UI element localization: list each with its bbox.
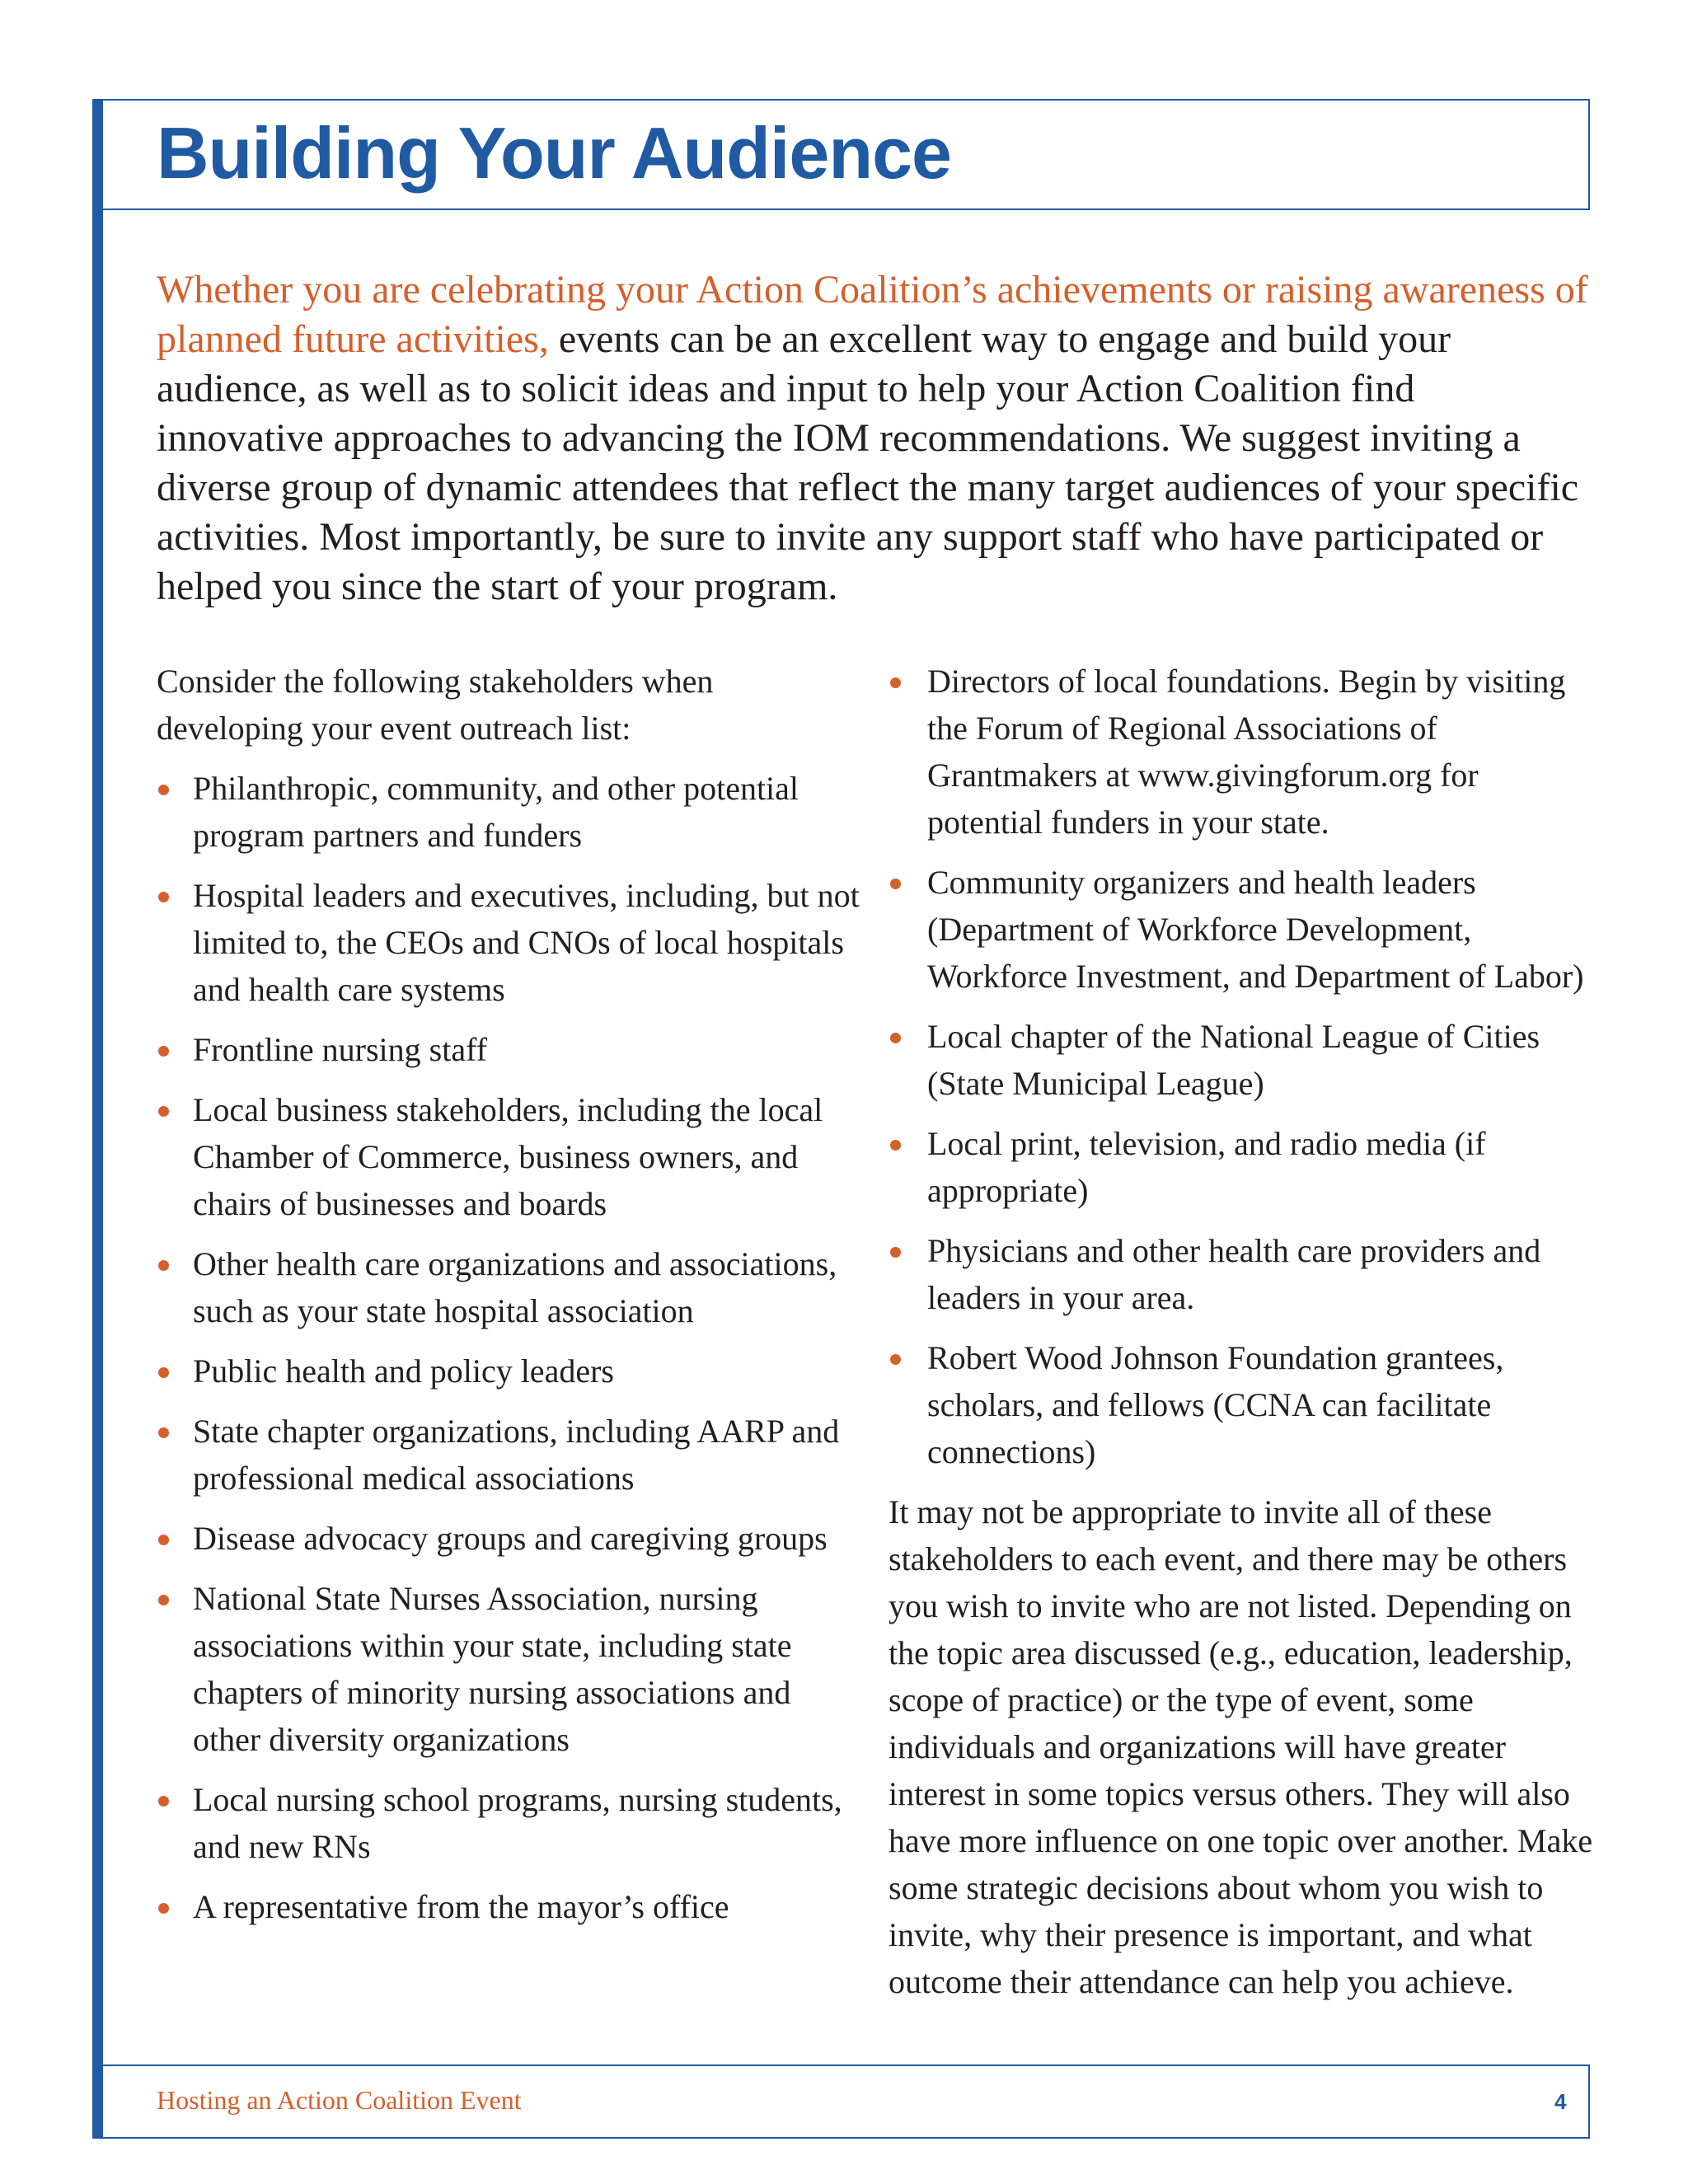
list-item-text: State chapter organizations, including AARP and professional medical associations: [193, 1413, 840, 1497]
bullet-dot-icon: [158, 1260, 169, 1271]
list-item: [889, 1227, 1599, 1321]
bullet-dot-icon: [158, 1796, 169, 1807]
list-item: [157, 1347, 865, 1394]
bullet-dot-icon: [158, 892, 169, 902]
list-item: [157, 1515, 865, 1562]
footer-page-number: 4: [1554, 2089, 1567, 2114]
list-item-text: Local chapter of the National League of Cities (State Municipal League): [927, 1018, 1540, 1102]
list-item-text: Disease advocacy groups and caregiving groups: [193, 1520, 828, 1557]
list-item: [157, 1240, 865, 1334]
list-item-text: Directors of local foundations. Begin by visiting the Forum of Regional Associations of Grantmakers at www.givingforum.org for potential funders in your state.: [927, 663, 1566, 841]
bullet-dot-icon: [890, 1033, 901, 1043]
list-item-text: Robert Wood Johnson Foundation grantees, scholars, and fellows (CCNA can facilitate connections): [927, 1339, 1504, 1470]
intro-highlight: Whether you are celebrating your Action Coalition’s achievements or raising awareness of planned future activities,: [157, 268, 1588, 361]
bullet-dot-icon: [158, 1595, 169, 1605]
list-item-text: Local business stakeholders, including the local Chamber of Commerce, business owners, and chairs of businesses and boards: [193, 1091, 823, 1222]
bullet-dot-icon: [158, 1106, 169, 1117]
frame-left-bar: [92, 99, 103, 2139]
list-item-text: Public health and policy leaders: [193, 1352, 614, 1390]
list-item-text: Community organizers and health leaders (Department of Workforce Development, Workforce Investment, and Department of Labor): [927, 864, 1584, 995]
bullet-dot-icon: [158, 785, 169, 795]
list-item: [157, 1575, 865, 1763]
bullet-dot-icon: [890, 879, 901, 889]
list-item-text: Physicians and other health care providers and leaders in your area.: [927, 1232, 1541, 1316]
list-item-text: National State Nurses Association, nursing associations within your state, including state chapters of minority nursing associations and other diversity organizations: [193, 1580, 792, 1758]
intro-paragraph: [157, 265, 1591, 612]
list-item-text: Other health care organizations and associations, such as your state hospital association: [193, 1245, 837, 1329]
page-title: Building Your Audience: [157, 112, 951, 194]
footer-document-title: Hosting an Action Coalition Event: [157, 2085, 522, 2115]
bullet-dot-icon: [158, 1427, 169, 1438]
list-item: [889, 1013, 1599, 1107]
list-item: [889, 859, 1599, 1000]
list-item-text: Philanthropic, community, and other potential program partners and funders: [193, 770, 799, 854]
frame-right-rule: [1588, 99, 1590, 210]
list-item-text: Hospital leaders and executives, including, but not limited to, the CEOs and CNOs of local hospitals and health care systems: [193, 877, 860, 1008]
bullet-dot-icon: [890, 1354, 901, 1365]
frame-top-rule: [92, 99, 1590, 101]
list-item: [889, 658, 1599, 846]
stakeholder-list-left: [157, 765, 865, 1930]
closing-paragraph: It may not be appropriate to invite all of these stakeholders to each event, and there may be others you wish to invite who are not listed. Depending on the topic area discussed (e.g., education, leadership, scope of practice) or the type of event, some individuals and organizations will have greater interest in some topics versus others. They will also have more influence on one topic over another. Make some strategic decisions about whom you wish to invite, why their presence is important, and what outcome their attendance can help you achieve.: [889, 1493, 1593, 2000]
stakeholder-lead: Consider the following stakeholders when developing your event outreach list:: [157, 663, 714, 747]
list-item: [157, 1086, 865, 1227]
intro-body: events can be an excellent way to engage and build your audience, as well as to solicit ideas and input to help your Action Coalition find innovative approaches to advancing the IOM recommendations. We suggest inviting a diverse group of dynamic attendees that reflect the many target audiences of your specific activities. Most importantly, be sure to invite any support staff who have participated or helped you since the start of your program.: [157, 317, 1579, 608]
bullet-dot-icon: [158, 1367, 169, 1378]
list-item: [157, 1408, 865, 1502]
list-item: [889, 1120, 1599, 1214]
bullet-dot-icon: [890, 677, 901, 688]
footer-right-rule: [1588, 2064, 1590, 2139]
list-item: [157, 1883, 865, 1930]
list-item-text: Local print, television, and radio media (if appropriate): [927, 1125, 1486, 1209]
list-item: [157, 765, 865, 859]
list-item-text: Local nursing school programs, nursing students, and new RNs: [193, 1781, 842, 1865]
list-item-text: A representative from the mayor’s office: [193, 1888, 729, 1925]
list-item: [157, 1026, 865, 1073]
list-item: [889, 1334, 1599, 1475]
bullet-dot-icon: [158, 1903, 169, 1914]
right-column: [889, 658, 1599, 2005]
bullet-dot-icon: [890, 1140, 901, 1151]
list-item: [157, 872, 865, 1013]
left-column: [157, 658, 865, 1943]
stakeholder-list-right: [889, 658, 1599, 1475]
bullet-dot-icon: [158, 1535, 169, 1545]
list-item: [157, 1776, 865, 1870]
footer-top-rule: [92, 2064, 1590, 2066]
title-underline-rule: [92, 209, 1590, 210]
bullet-dot-icon: [158, 1046, 169, 1057]
footer-bottom-rule: [92, 2137, 1590, 2139]
bullet-dot-icon: [890, 1247, 901, 1258]
list-item-text: Frontline nursing staff: [193, 1031, 488, 1068]
